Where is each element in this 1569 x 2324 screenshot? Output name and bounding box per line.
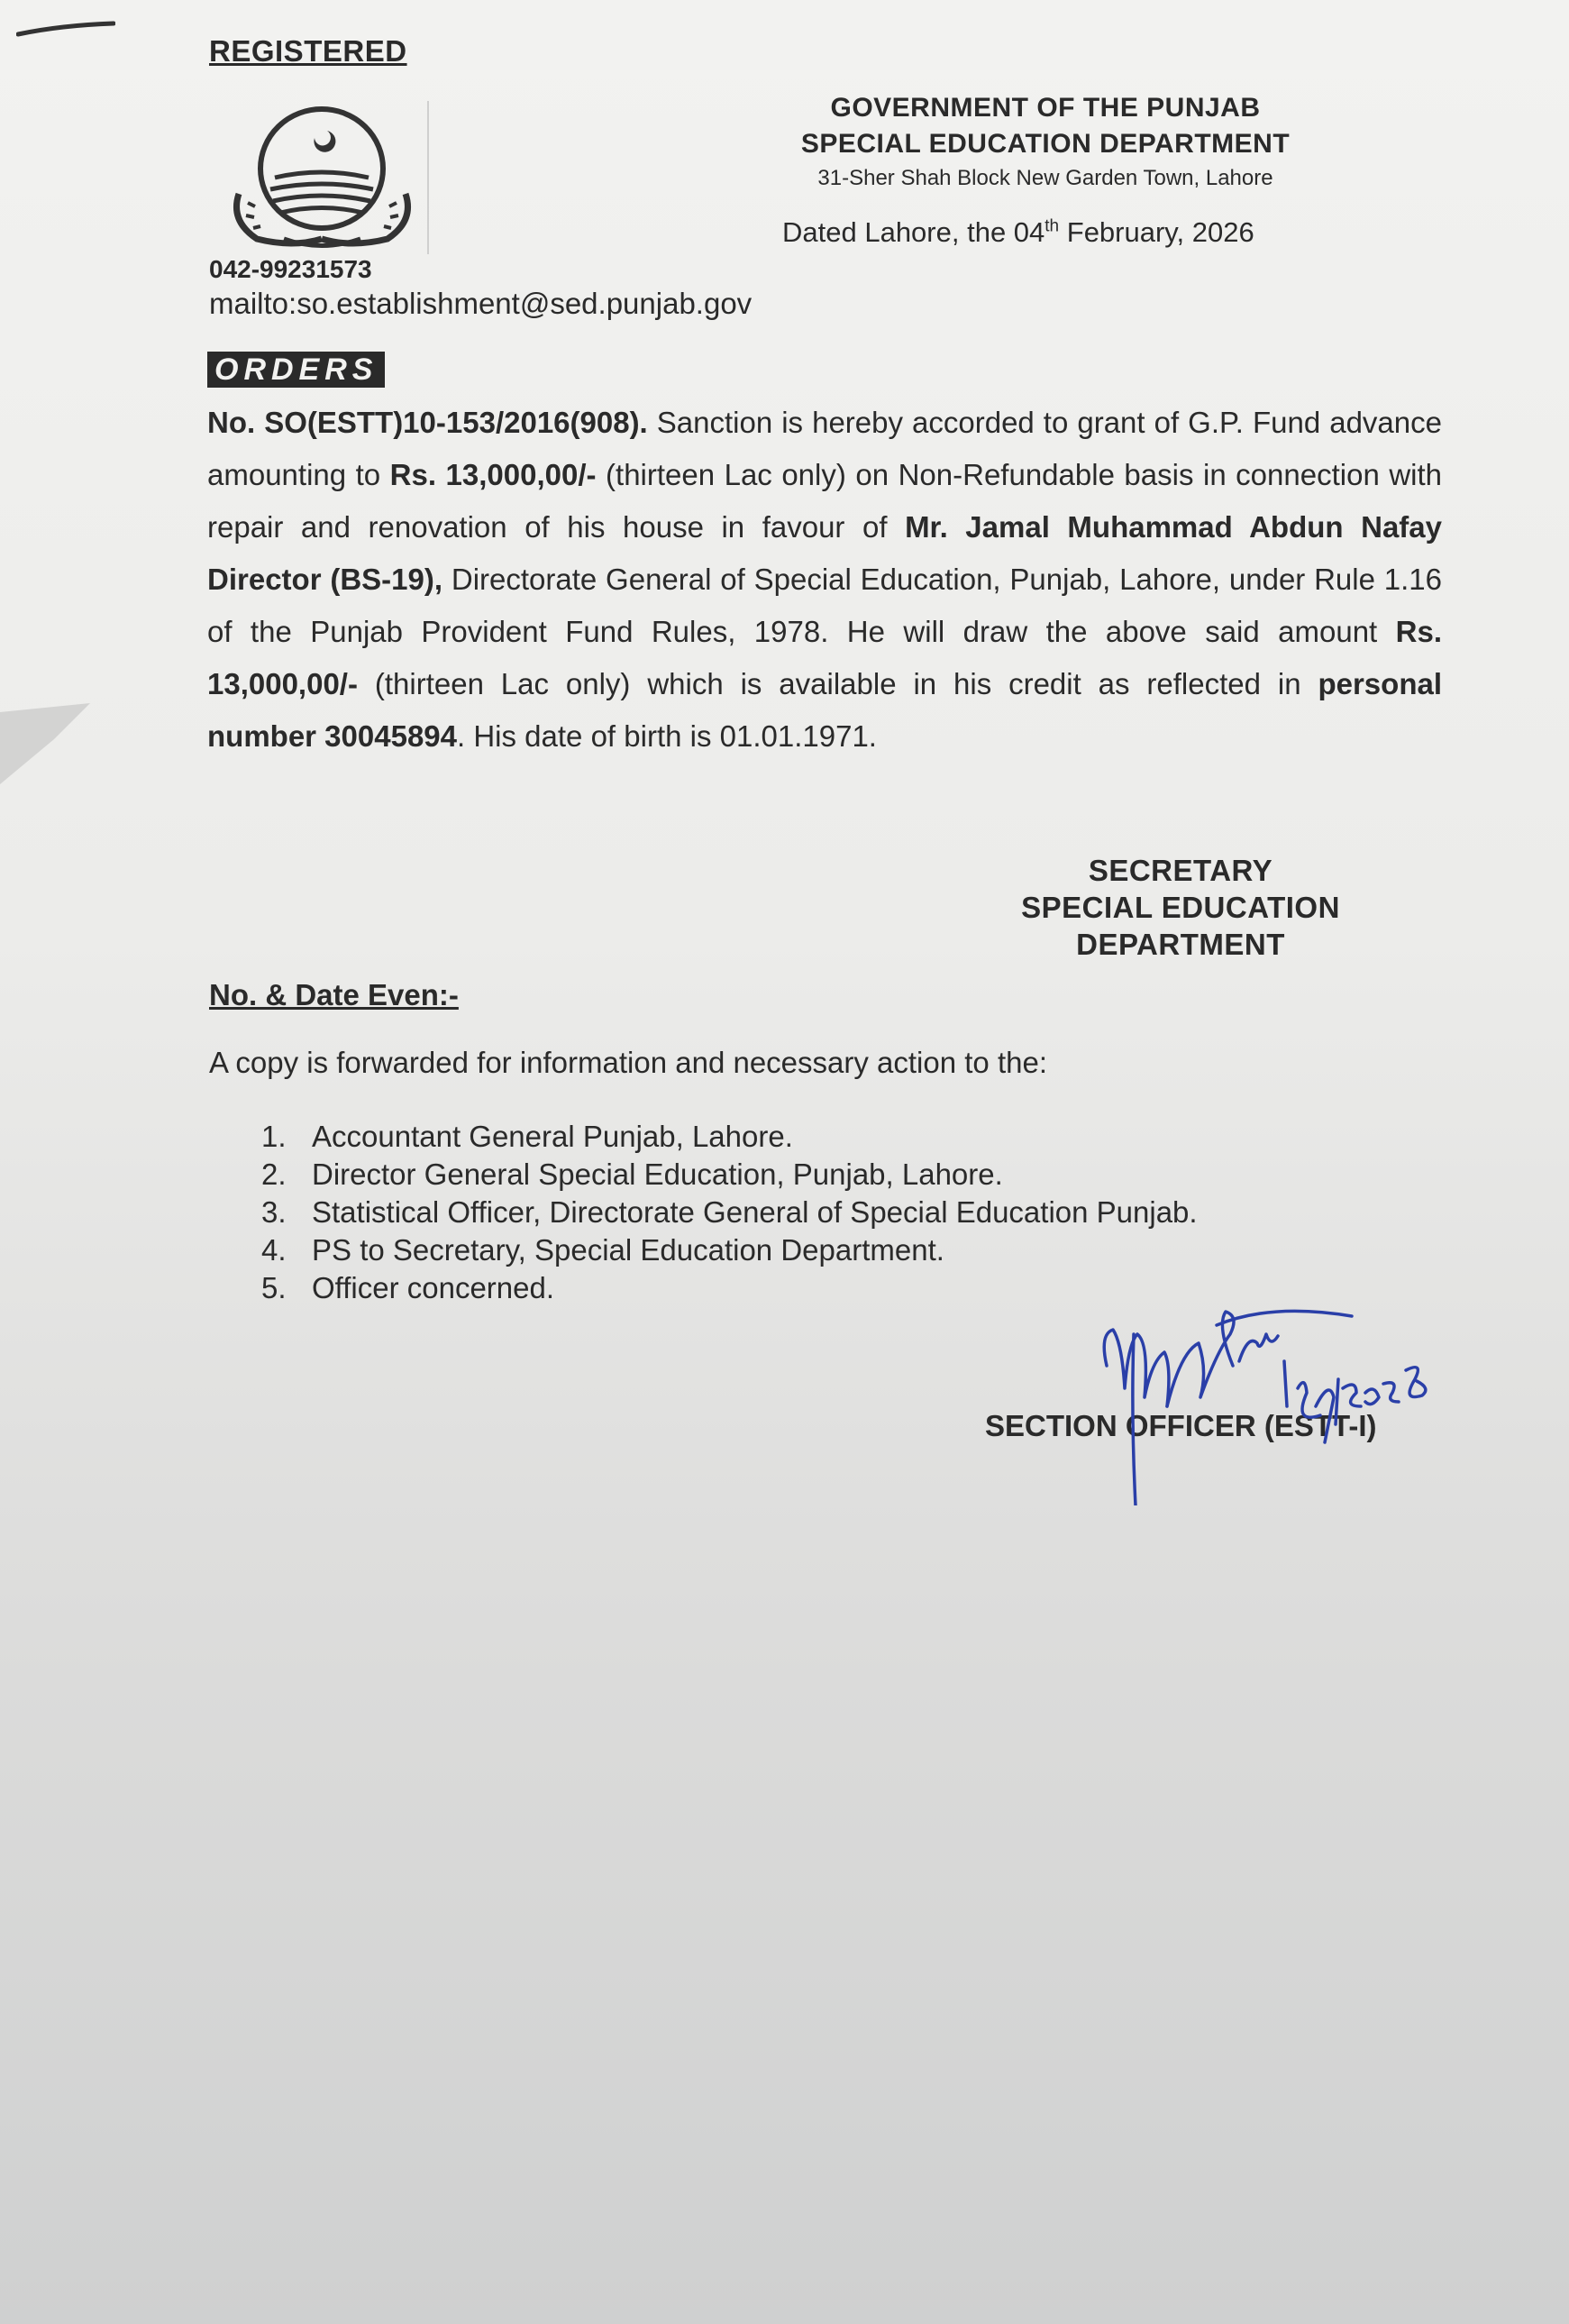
- list-number: 3.: [261, 1195, 287, 1229]
- date-prefix: Dated Lahore, the 04: [782, 216, 1045, 248]
- secretary-line-2: SPECIAL EDUCATION: [1021, 891, 1340, 924]
- list-item: [261, 1194, 1198, 1231]
- letterhead: [757, 90, 1334, 193]
- list-item: [261, 1118, 1198, 1156]
- recipient-list: [261, 1118, 1198, 1307]
- order-body: [207, 397, 1442, 763]
- body-text-2: (thirteen Lac only) on Non-Refundable basis in connection with repair and renovation of his house in favour of: [207, 458, 1443, 544]
- orders-heading: ORDERS: [207, 352, 385, 388]
- list-item: [261, 1156, 1198, 1194]
- government-title: GOVERNMENT OF THE PUNJAB: [830, 93, 1261, 123]
- list-item: [261, 1269, 1198, 1307]
- torn-edge-shadow: [0, 703, 99, 802]
- amount-2: Rs. 13,000,00/-: [207, 615, 1442, 700]
- secretary-line-3: DEPARTMENT: [1076, 928, 1285, 961]
- body-text-1: Sanction is hereby accorded to grant of G.P. Fund advance amounting to: [207, 406, 1442, 491]
- list-number: 2.: [261, 1157, 287, 1191]
- date-line: [782, 216, 1254, 249]
- body-text-3: Directorate General of Special Education, Punjab, Lahore, under Rule 1.16 of the Punjab Provident Fund Rules, 1978. He will draw the above said amount: [207, 563, 1443, 648]
- list-text: Accountant General Punjab, Lahore.: [312, 1120, 793, 1153]
- secretary-line-1: SECRETARY: [1088, 854, 1273, 887]
- list-item: [261, 1231, 1198, 1269]
- section-officer-title: SECTION OFFICER (ESTT-I): [985, 1409, 1377, 1442]
- registered-label: REGISTERED: [209, 34, 407, 68]
- list-text: PS to Secretary, Special Education Department.: [312, 1233, 944, 1267]
- list-text: Director General Special Education, Punjab, Lahore.: [312, 1157, 1003, 1191]
- list-text: Statistical Officer, Directorate General of Special Education Punjab.: [312, 1195, 1198, 1229]
- forward-text: A copy is forwarded for information and necessary action to the:: [209, 1046, 1047, 1079]
- secretary-block: [973, 852, 1388, 963]
- personal-number: personal number 30045894: [207, 667, 1442, 753]
- officer-name: Mr. Jamal Muhammad Abdun Nafay Director (BS-19),: [207, 510, 1442, 596]
- body-text-4: (thirteen Lac only) which is available in his credit as reflected in: [357, 667, 1318, 700]
- order-number: No. SO(ESTT)10-153/2016(908).: [207, 406, 648, 439]
- list-number: 4.: [261, 1233, 287, 1267]
- date-suffix: February, 2026: [1059, 216, 1254, 248]
- amount-1: Rs. 13,000,00/-: [389, 458, 597, 491]
- email-address: mailto:so.establishment@sed.punjab.gov: [209, 287, 753, 320]
- list-number: 5.: [261, 1271, 287, 1304]
- no-date-even: No. & Date Even:-: [209, 978, 459, 1011]
- header-divider: [427, 101, 429, 254]
- department-title: SPECIAL EDUCATION DEPARTMENT: [800, 129, 1291, 159]
- department-address: 31-Sher Shah Block New Garden Town, Lahore: [817, 166, 1273, 190]
- list-number: 1.: [261, 1120, 287, 1153]
- date-ordinal: th: [1044, 216, 1060, 236]
- pen-mark: [16, 20, 115, 38]
- list-text: Officer concerned.: [312, 1271, 555, 1304]
- handwritten-signature: [1081, 1280, 1514, 1505]
- phone-number: 042-99231573: [209, 255, 372, 283]
- body-text-5: . His date of birth is 01.01.1971.: [457, 719, 877, 753]
- punjab-government-emblem: [221, 104, 424, 252]
